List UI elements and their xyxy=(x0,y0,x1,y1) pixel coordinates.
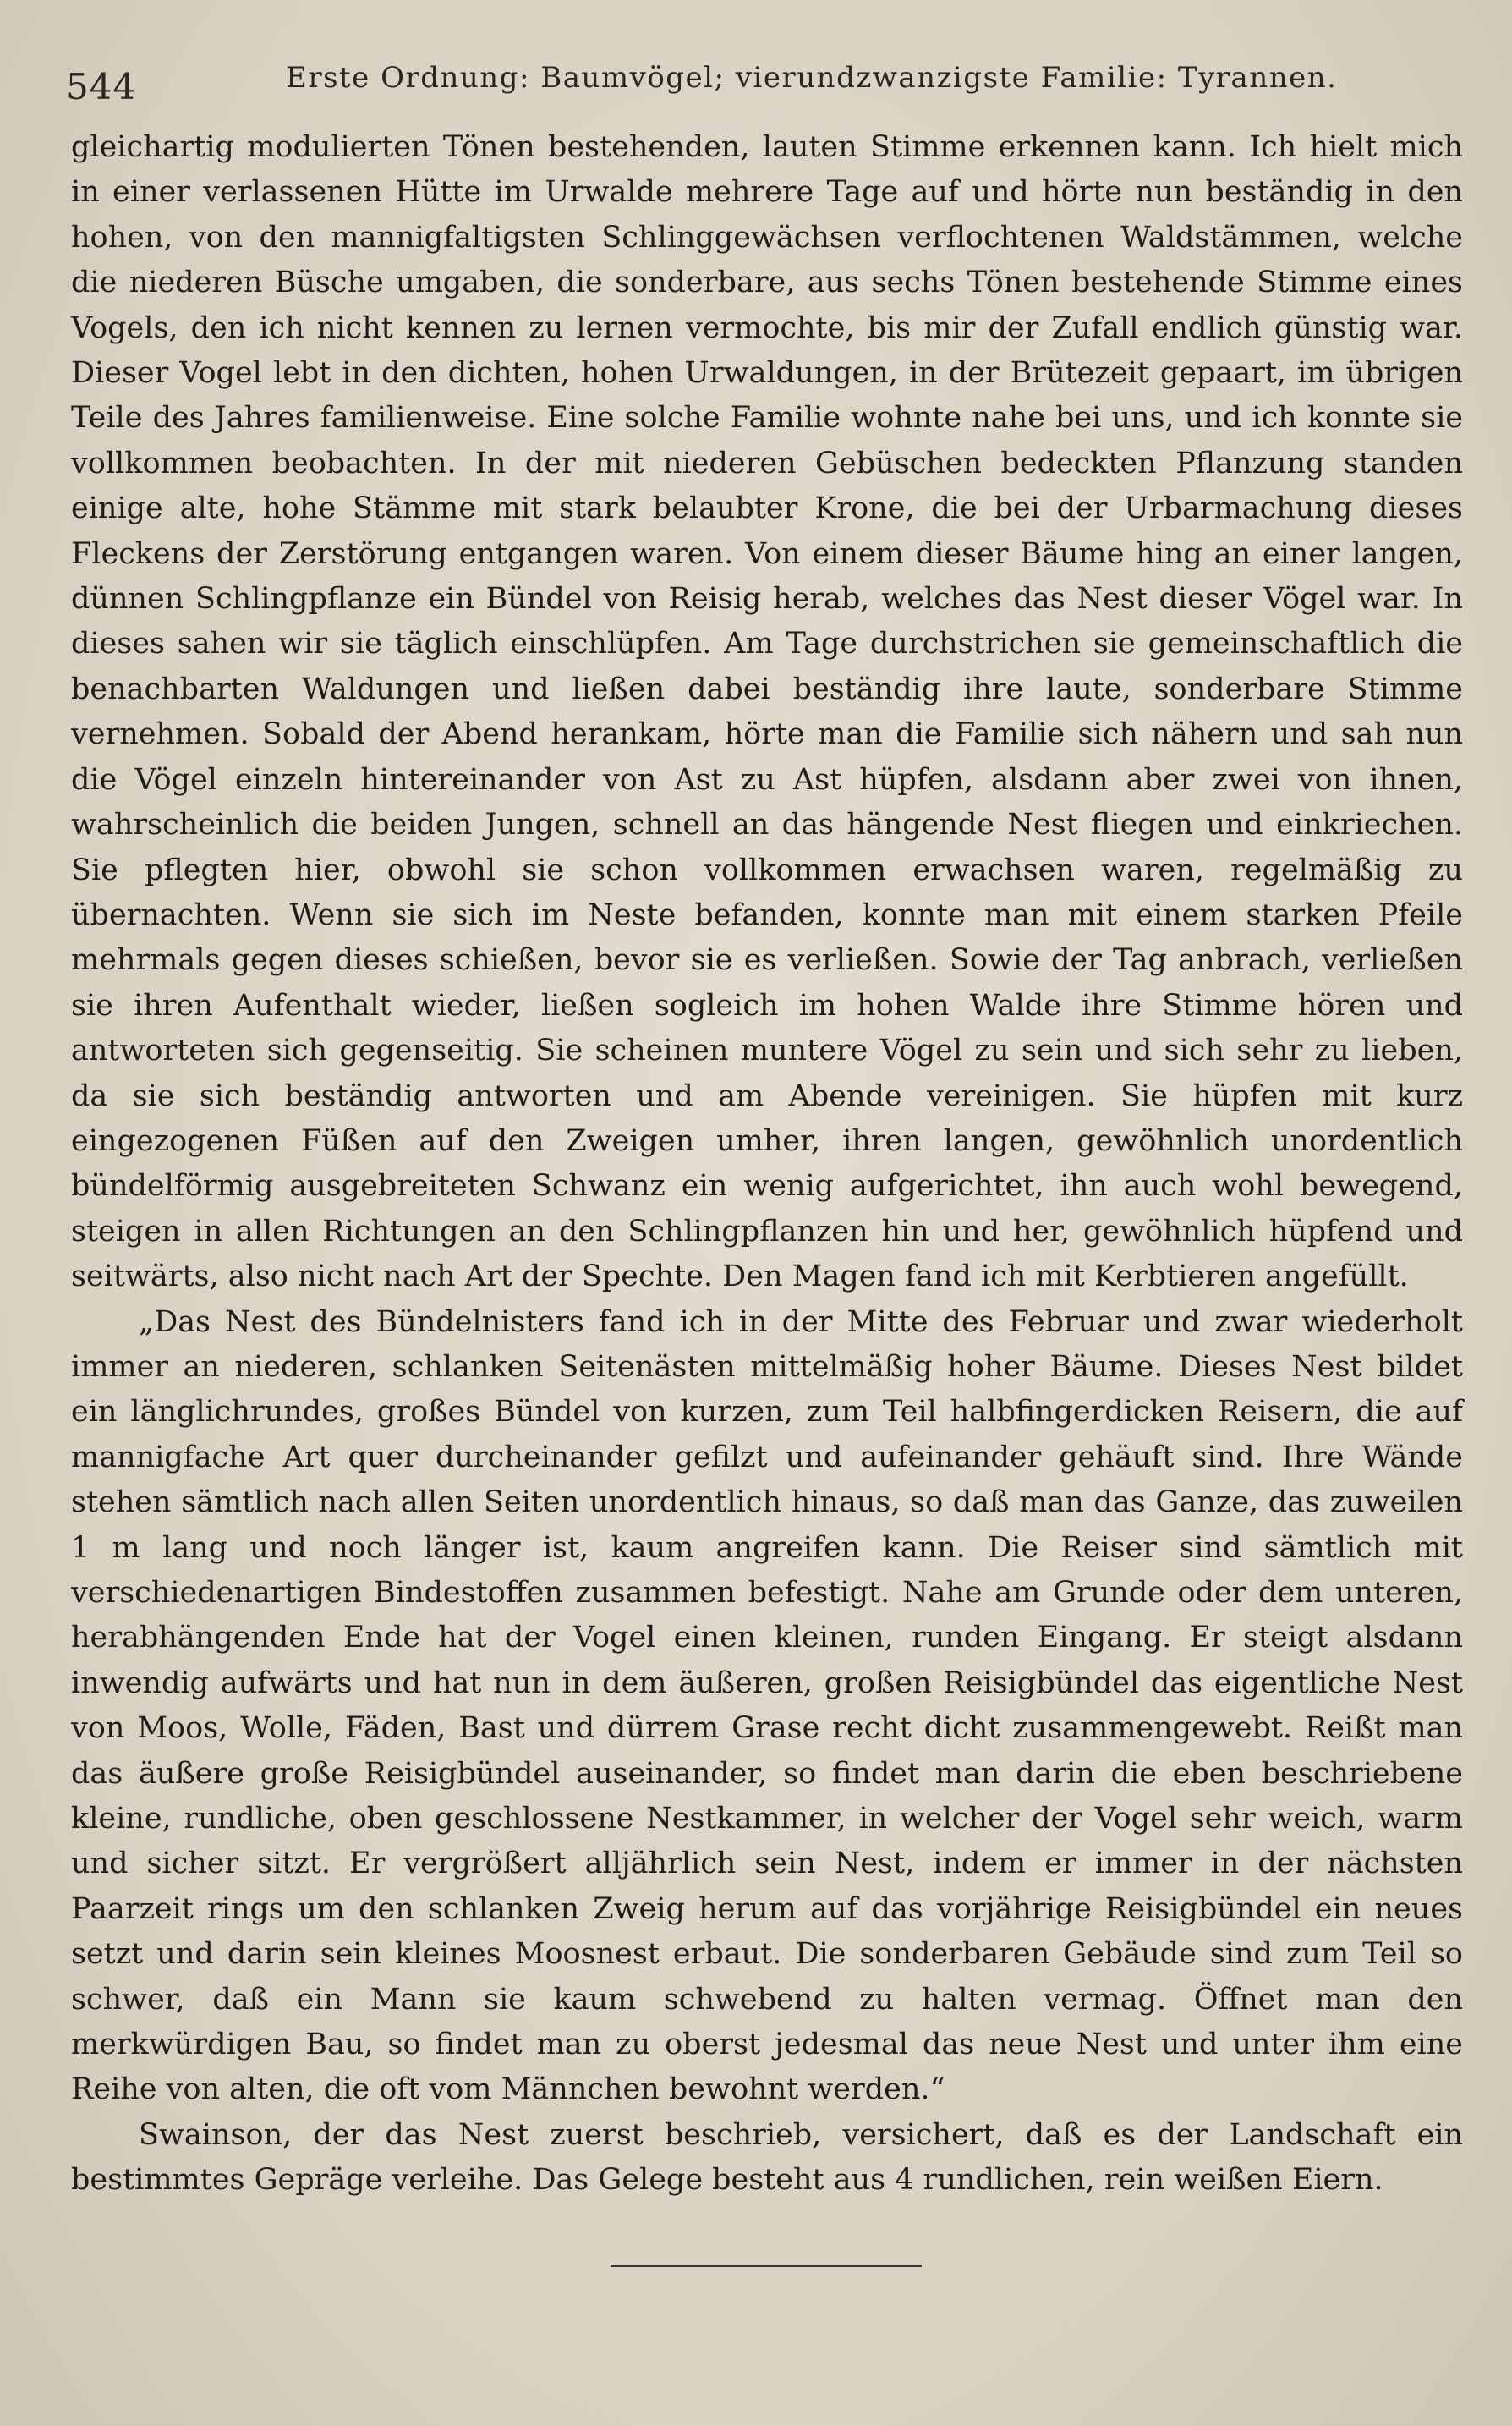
paragraph-1: gleichartig modulierten Tönen bestehenden, lauten Stimme erkennen kann. Ich hielt mich in einer verlassenen Hütte im Urwalde mehrere Tage auf und hörte nun beständig in den hohen, von den mannigfaltigsten Schlinggewächsen verflochtenen Waldstämmen, welche die niederen Büsche umgaben, die sonderbare, aus sechs Tönen bestehende Stimme eines Vogels, den ich nicht kennen zu lernen vermochte, bis mir der Zufall endlich günstig war. Dieser Vogel lebt in den dichten, hohen Urwaldungen, in der Brütezeit gepaart, im übrigen Teile des Jahres familienweise. Eine solche Familie wohnte nahe bei uns, und ich konnte sie vollkommen beobachten. In der mit niederen Gebüschen bedeckten Pflanzung standen einige alte, hohe Stämme mit stark belaubter Krone, die bei der Urbarmachung dieses Fleckens der Zerstörung entgangen waren. Von einem dieser Bäume hing an einer langen, dünnen Schlingpflanze ein Bündel von Reisig herab, welches das Nest dieser Vögel war. In dieses sahen wir sie täglich einschlüpfen. Am Tage durchstrichen sie gemeinschaftlich die benachbarten Waldungen und ließen dabei beständig ihre laute, sonderbare Stimme vernehmen. Sobald der Abend herankam, hörte man die Familie sich nähern und sah nun die Vögel einzeln hintereinander von Ast zu Ast hüpfen, alsdann aber zwei von ihnen, wahrscheinlich die beiden Jungen, schnell an das hängende Nest fliegen und einkriechen. Sie pflegten hier, obwohl sie schon vollkommen erwachsen waren, regelmäßig zu übernachten. Wenn sie sich im Neste befanden, konnte man mit einem starken Pfeile mehrmals gegen dieses schießen, bevor sie es verließen. Sowie der Tag anbrach, verließen sie ihren Aufenthalt wieder, ließen sogleich im hohen Walde ihre Stimme hören und antworteten sich gegenseitig. Sie scheinen muntere Vögel zu sein und sich sehr zu lieben, da sie sich beständig antworten und am Abende vereinigen. Sie hüpfen mit kurz eingezogenen Füßen auf den Zweigen umher, ihren langen, gewöhnlich unordentlich bündelförmig ausgebreiteten Schwanz ein wenig aufgerichtet, ihn auch wohl bewegend, steigen in allen Richtungen an den Schlingpflanzen hin und her, gewöhnlich hüpfend und seitwärts, also nicht nach Art der Spechte. Den Magen fand ich mit Kerbtieren angefüllt. xyxy=(71,130,1463,1294)
section-divider xyxy=(611,2265,922,2267)
body-text xyxy=(71,125,1463,2204)
page-header xyxy=(66,61,1461,117)
paragraph-3: Swainson, der das Nest zuerst beschrieb, versichert, daß es der Landschaft ein bestimmtes Gepräge verleihe. Das Gelege besteht aus 4 rundlichen, rein weißen Eiern. xyxy=(71,2117,1463,2198)
page-number: 544 xyxy=(66,66,137,107)
running-head: Erste Ordnung: Baumvögel; vierundzwanzigste Familie: Tyrannen. xyxy=(286,61,1338,95)
paragraph-2-quote: „Das Nest des Bündelnisters fand ich in der Mitte des Februar und zwar wiederholt immer an niederen, schlanken Seitenästen mittelmäßig hoher Bäume. Dieses Nest bildet ein länglichrundes, großes Bündel von kurzen, zum Teil halbfingerdicken Reisern, die auf mannigfache Art quer durcheinander gefilzt und aufeinander gehäuft sind. Ihre Wände stehen sämtlich nach allen Seiten unordentlich hinaus, so daß man das Ganze, das zuweilen 1 m lang und noch länger ist, kaum angreifen kann. Die Reiser sind sämtlich mit verschiedenartigen Bindestoffen zusammen befestigt. Nahe am Grunde oder dem unteren, herabhängenden Ende hat der Vogel einen kleinen, runden Eingang. Er steigt alsdann inwendig aufwärts und hat nun in dem äußeren, großen Reisigbündel das eigentliche Nest von Moos, Wolle, Fäden, Bast und dürrem Grase recht dicht zusammengewebt. Reißt man das äußere große Reisigbündel auseinander, so findet man darin die eben beschriebene kleine, rundliche, oben geschlossene Nestkammer, in welcher der Vogel sehr weich, warm und sicher sitzt. Er vergrößert alljährlich sein Nest, indem er immer in der nächsten Paarzeit rings um den schlanken Zweig herum auf das vorjährige Reisigbündel ein neues setzt und darin sein kleines Moosnest erbaut. Die sonderbaren Gebäude sind zum Teil so schwer, daß ein Mann sie kaum schwebend zu halten vermag. Öffnet man den merkwürdigen Bau, so findet man zu oberst jedesmal das neue Nest und unter ihm eine Reihe von alten, die oft vom Männchen bewohnt werden.“ xyxy=(71,1304,1463,2107)
